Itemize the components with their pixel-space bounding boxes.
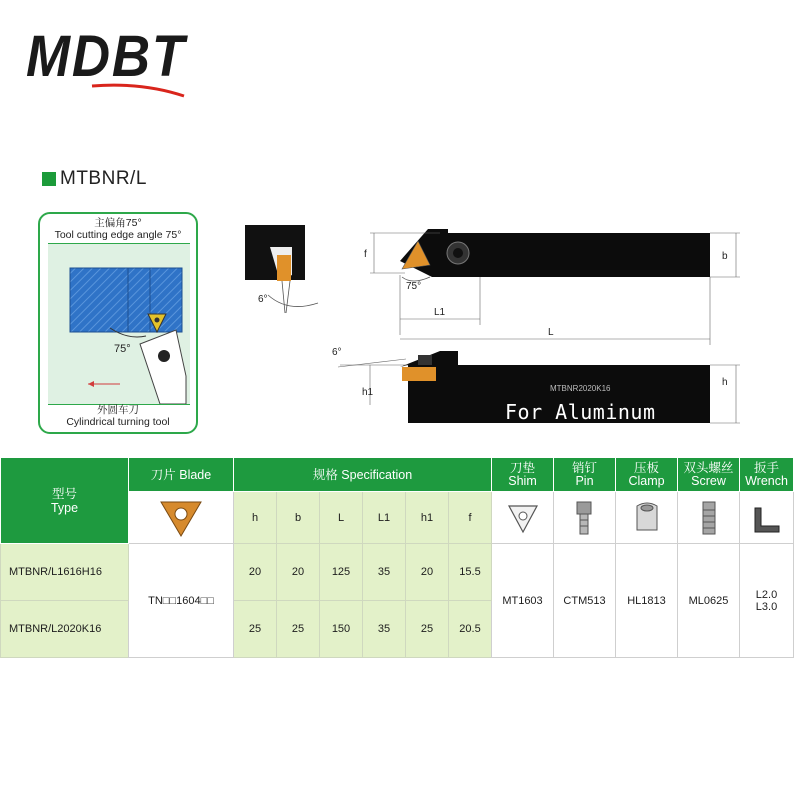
- tool-type-cn: 外圆车刀: [97, 404, 139, 416]
- pin-icon: [567, 498, 603, 538]
- type-header: 型号 Type: [1, 458, 129, 544]
- wrench-icon: [749, 500, 785, 536]
- pin-model: CTM513: [554, 544, 616, 658]
- wrench-image-cell: [740, 492, 794, 544]
- b-label: b: [722, 251, 728, 262]
- spec-header: 规格 Specification: [234, 458, 492, 492]
- angle-caption-top: [40, 217, 196, 241]
- h1-label: h1: [362, 387, 374, 398]
- side-insert-icon: [277, 255, 291, 281]
- row2-L: 150: [320, 601, 363, 658]
- clamp-header: 压板 Clamp: [616, 458, 678, 492]
- tool-holder-shape: [140, 330, 186, 404]
- angle-caption-cn: 主偏角75°: [94, 217, 142, 229]
- screw-model: ML0625: [678, 544, 740, 658]
- blade-model: TN□□1604□□: [129, 544, 234, 658]
- cutting-angle-panel: [38, 212, 198, 434]
- row1-h1: 20: [406, 544, 449, 601]
- spec-col-h: h: [234, 492, 277, 544]
- type-row-2: MTBNR/L2020K16: [1, 601, 129, 658]
- side-view: [245, 225, 318, 313]
- row2-L1: 35: [363, 601, 406, 658]
- front-angle-label: 6°: [332, 347, 342, 358]
- top-view: [364, 229, 740, 345]
- spec-col-f: f: [449, 492, 492, 544]
- row1-L: 125: [320, 544, 363, 601]
- row2-h1: 25: [406, 601, 449, 658]
- spec-col-L: L: [320, 492, 363, 544]
- row2-f: 20.5: [449, 601, 492, 658]
- blade-header: 刀片 Blade: [129, 458, 234, 492]
- blade-insert-icon: [157, 498, 205, 538]
- screw-icon: [691, 498, 727, 538]
- workpiece-illustration: [48, 244, 190, 404]
- wrench-header: 扳手 Wrench: [740, 458, 794, 492]
- angle-caption-bottom: [40, 404, 196, 428]
- clamp-model: HL1813: [616, 544, 678, 658]
- logo-text: MDBT: [26, 24, 189, 89]
- front-insert-icon: [402, 367, 436, 381]
- pin-header: 销钉 Pin: [554, 458, 616, 492]
- wrench-model: L2.0 L3.0: [740, 544, 794, 658]
- spec-col-L1: L1: [363, 492, 406, 544]
- row1-f: 15.5: [449, 544, 492, 601]
- overlay-caption: For Aluminum: [505, 400, 656, 424]
- screw-header: 双头螺丝 Screw: [678, 458, 740, 492]
- workpiece-shape: [70, 268, 182, 332]
- shim-image-cell: [492, 492, 554, 544]
- technical-drawing: [240, 215, 785, 430]
- tool-type-en: Cylindrical turning tool: [66, 416, 170, 428]
- spec-col-h1: h1: [406, 492, 449, 544]
- spec-col-b: b: [277, 492, 320, 544]
- h-label: h: [722, 377, 728, 388]
- side-angle-label: 6°: [258, 294, 268, 305]
- shim-header: 刀垫 Shim: [492, 458, 554, 492]
- top-shank: [440, 233, 710, 277]
- angle-illustration: [48, 243, 190, 405]
- top-angle-label: 75°: [406, 281, 422, 292]
- shim-model: MT1603: [492, 544, 554, 658]
- clamp-icon: [629, 498, 665, 538]
- blade-image-cell: [129, 492, 234, 544]
- brand-logo: [22, 18, 192, 98]
- angle-label: 75°: [114, 343, 131, 355]
- row1-b: 20: [277, 544, 320, 601]
- type-row-1: MTBNR/L1616H16: [1, 544, 129, 601]
- section-title-text: MTBNR/L: [60, 168, 147, 189]
- row2-b: 25: [277, 601, 320, 658]
- section-title: [42, 168, 147, 190]
- shank-marking: MTBNR2020K16: [550, 384, 611, 393]
- title-square-icon: [42, 172, 56, 186]
- clamp-screw-icon: [158, 350, 170, 362]
- l-label: L: [548, 327, 554, 338]
- f-label: f: [364, 249, 367, 260]
- l1-label: L1: [434, 307, 446, 318]
- row2-h: 25: [234, 601, 277, 658]
- screw-image-cell: [678, 492, 740, 544]
- row1-L1: 35: [363, 544, 406, 601]
- spec-table: [0, 457, 794, 658]
- pin-image-cell: [554, 492, 616, 544]
- row1-h: 20: [234, 544, 277, 601]
- clamp-image-cell: [616, 492, 678, 544]
- shim-icon: [505, 500, 541, 536]
- angle-caption-en: Tool cutting edge angle 75°: [54, 229, 182, 241]
